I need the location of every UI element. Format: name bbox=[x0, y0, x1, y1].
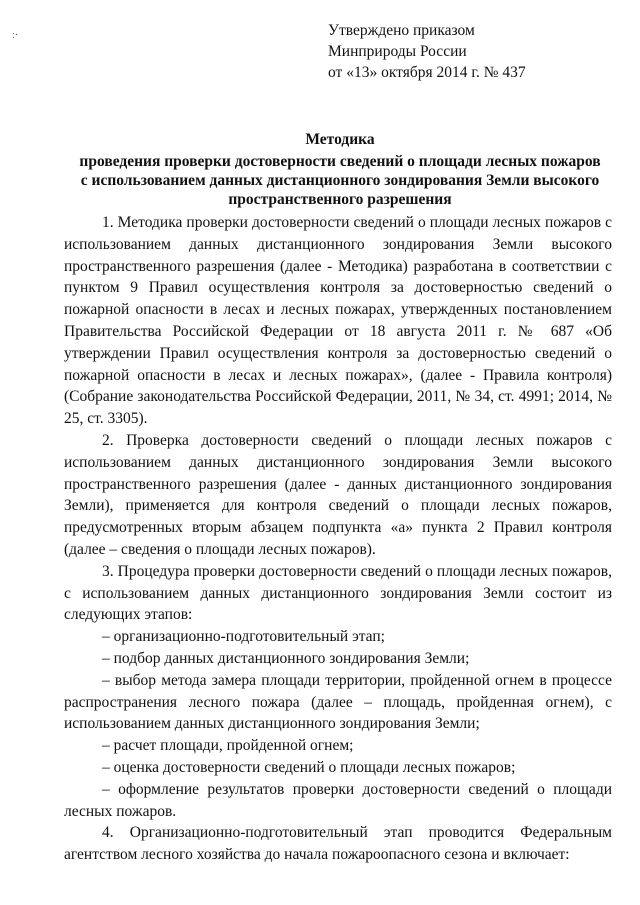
approval-line-1: Утверждено приказом bbox=[328, 22, 475, 39]
title-line-1: проведения проверки достоверности сведений о площади лесных пожаров bbox=[79, 153, 601, 170]
approval-line-3: от «13» октября 2014 г. № 437 bbox=[328, 64, 526, 81]
paragraph-4: 4. Организационно-подготовительный этап проводится Федеральным агентством лесного хозяйства до начала пожароопасного сезона и включает: bbox=[64, 824, 612, 864]
title-line-2: с использованием данных дистанционного зондирования Земли высокого bbox=[80, 172, 600, 189]
stage-item: – выбор метода замера площади территории, пройденной огнем в процессе распространения лесного пожара (далее – площадь, пройденная огнем), с использованием данных дистанционного зондирования Земли; bbox=[64, 671, 612, 733]
document-body bbox=[64, 212, 612, 866]
title-line-3: пространственного разрешения bbox=[228, 191, 452, 208]
stage-item: – организационно-подготовительный этап; bbox=[102, 628, 385, 646]
approval-line-2: Минприроды России bbox=[328, 43, 467, 60]
stage-item: – подбор данных дистанционного зондирования Земли; bbox=[102, 649, 470, 667]
stage-item: – расчет площади, пройденной огнем; bbox=[102, 737, 354, 755]
scan-speck: :· bbox=[12, 30, 19, 41]
paragraph-3: 3. Процедура проверки достоверности сведений о площади лесных пожаров, с использованием данных дистанционного зондирования Земли состоит из следующих этапов: bbox=[64, 562, 612, 624]
document-title bbox=[40, 130, 640, 209]
approval-stamp bbox=[328, 20, 526, 83]
title-heading: Методика bbox=[305, 131, 375, 148]
paragraph-1: 1. Методика проверки достоверности сведений о площади лесных пожаров с использованием данных дистанционного зондирования Земли высокого пространственного разрешения (далее - Методика) разработана в соответствии с пунктом 9 Правил осуществления контроля за достоверностью сведений о пожарной опасности в лесах и лесных пожарах, утвержденных постановлением Правительства Российской Федерации от 18 августа 2011 г. № 687 «Об утверждении Правил осуществления контроля за достоверностью сведений о пожарной опасности в лесах и лесных пожарах», (далее - Правила контроля) (Собрание законодательства Российской Федерации, 2011, № 34, ст. 4991; 2014, № 25, ст. 3305). bbox=[64, 214, 612, 428]
stage-item: – оформление результатов проверки достоверности сведений о площади лесных пожаров. bbox=[64, 780, 612, 820]
paragraph-2: 2. Проверка достоверности сведений о площади лесных пожаров с использованием данных дистанционного зондирования Земли высокого пространственного разрешения (далее - данных дистанционного зондирования Земли), применяется для контроля сведений о площади лесных пожаров, предусмотренных вторым абзацем подпункта «а» пункта 2 Правил контроля (далее – сведения о площади лесных пожаров). bbox=[64, 431, 612, 558]
stage-item: – оценка достоверности сведений о площади лесных пожаров; bbox=[102, 758, 516, 776]
